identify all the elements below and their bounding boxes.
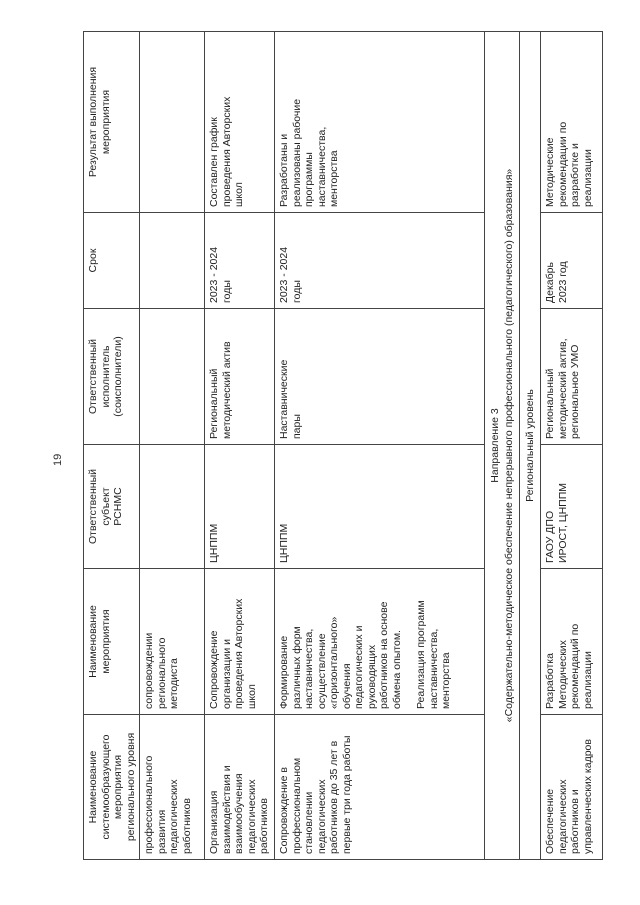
cell-event: Сопровождение в профессиональном становлении педагогических работников до 35 лет в первые три года работы bbox=[275, 715, 485, 860]
cell-deadline bbox=[140, 213, 205, 309]
cell-result: Разработаны и реализованы рабочие программы наставничества, менторства bbox=[275, 32, 485, 213]
cell-subject: ГАОУ ДПО ИРОСТ, ЦНППМ bbox=[541, 445, 603, 569]
activity-text: Формирование различных форм наставничества, осуществление «горизонтального» обучения педагогических и руководящих работников на основе обмена опытом. bbox=[278, 601, 403, 709]
header-result: Результат выполнения мероприятия bbox=[84, 32, 140, 213]
cell-activity bbox=[275, 569, 485, 715]
cell-executor: Наставнические пары bbox=[275, 309, 485, 445]
cell-deadline: 2023 - 2024 годы bbox=[205, 213, 275, 309]
header-activity: Наименование мероприятия bbox=[84, 569, 140, 715]
section-title: «Содержательно-методическое обеспечение непрерывного профессионального (педагогического) образования» bbox=[503, 168, 515, 723]
cell-event: Организация взаимодействия и взаимообучения педагогических работников bbox=[205, 715, 275, 860]
cell-activity: Сопровождение организации и проведения Авторских школ bbox=[205, 569, 275, 715]
cell-subject: ЦНППМ bbox=[205, 445, 275, 569]
section-level: Региональный уровень bbox=[520, 32, 541, 860]
cell-executor: Региональный методический актив, региональное УМО bbox=[541, 309, 603, 445]
cell-event: Обеспечение педагогических работников и управленческих кадров bbox=[541, 715, 603, 860]
cell-executor bbox=[140, 309, 205, 445]
cell-subject bbox=[140, 445, 205, 569]
page-number: 19 bbox=[52, 453, 64, 466]
cell-subject: ЦНППМ bbox=[275, 445, 485, 569]
activity-text-2: Реализация программ наставничества, менторства bbox=[415, 600, 452, 709]
cell-deadline: 2023 - 2024 годы bbox=[275, 213, 485, 309]
cell-result: Методические рекомендации по разработке и реализации bbox=[541, 32, 603, 213]
header-executor: Ответственный исполнитель (соисполнители) bbox=[84, 309, 140, 445]
table-row bbox=[140, 32, 205, 860]
cell-deadline: Декабрь 2023 год bbox=[541, 213, 603, 309]
table-row bbox=[275, 32, 485, 860]
header-deadline: Срок bbox=[84, 213, 140, 309]
cell-result: Составлен график проведения Авторских школ bbox=[205, 32, 275, 213]
table-row bbox=[205, 32, 275, 860]
section-heading bbox=[485, 32, 520, 860]
section-direction: Направление 3 bbox=[489, 408, 501, 483]
section-direction-row bbox=[485, 32, 520, 860]
section-level-row bbox=[520, 32, 541, 860]
table-header-row bbox=[84, 32, 140, 860]
cell-executor: Региональный методический актив bbox=[205, 309, 275, 445]
table-row bbox=[541, 32, 603, 860]
header-event: Наименование системообразующего мероприятия регионального уровня bbox=[84, 715, 140, 860]
cell-event: профессионального развития педагогических работников bbox=[140, 715, 205, 860]
header-subject: Ответственный субъект РСНМС bbox=[84, 445, 140, 569]
events-table bbox=[83, 31, 603, 860]
cell-activity: Разработка Методических рекомендаций по реализации bbox=[541, 569, 603, 715]
cell-result bbox=[140, 32, 205, 213]
cell-activity: сопровождении регионального методиста bbox=[140, 569, 205, 715]
